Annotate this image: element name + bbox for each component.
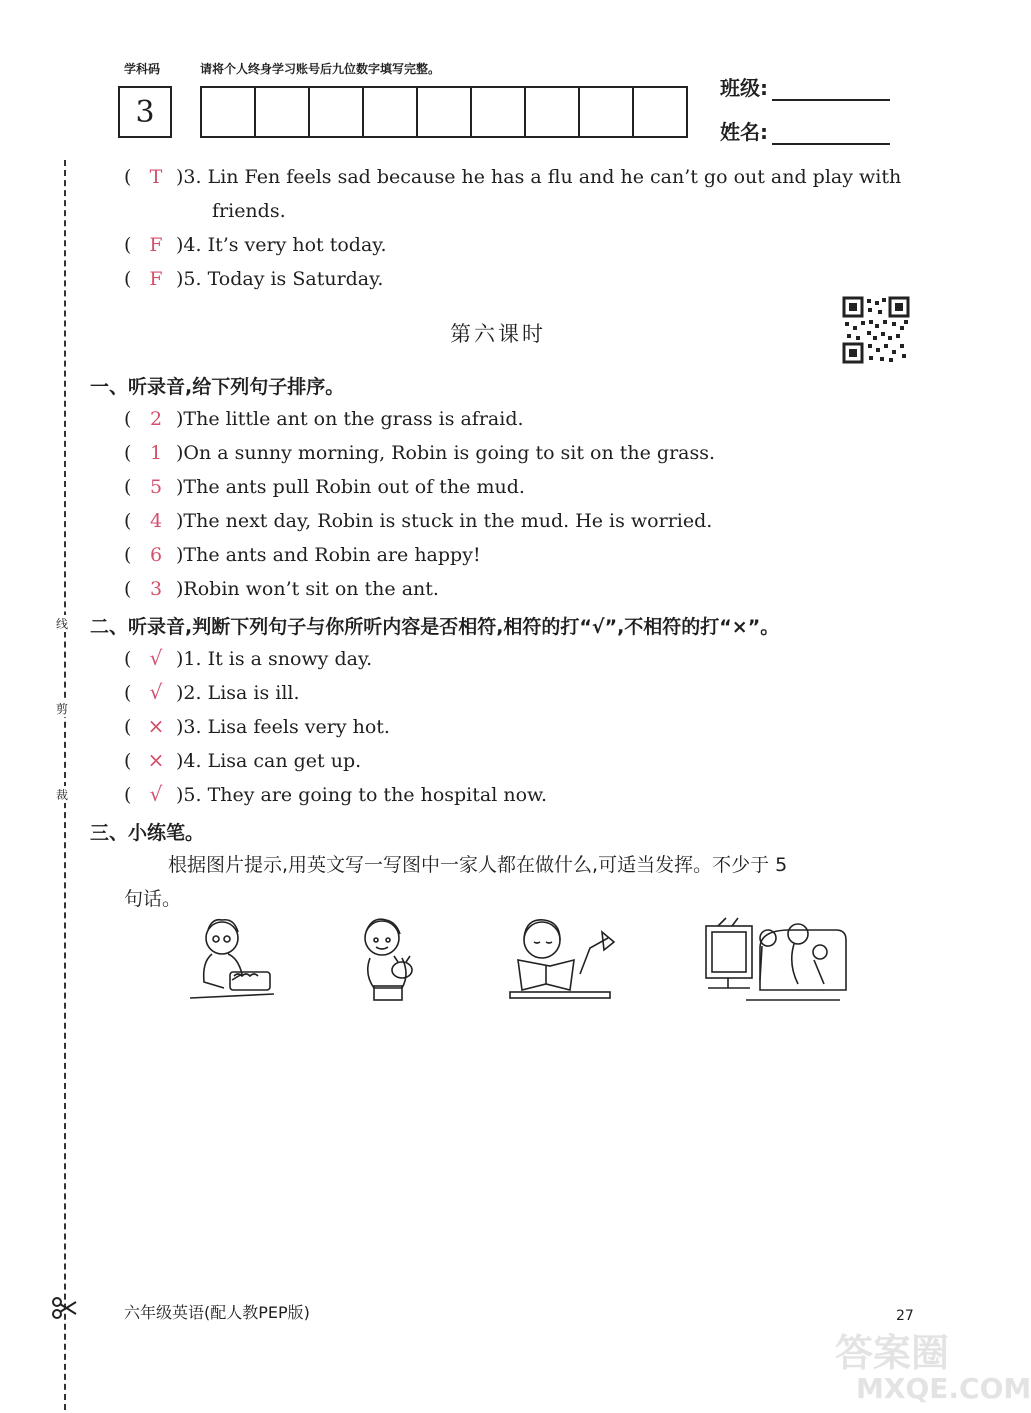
list-item: ( F )4. It’s very hot today.	[124, 230, 387, 260]
item-text: )On a sunny morning, Robin is going to sit on the grass.	[176, 442, 716, 464]
item-text: )4. Lisa can get up.	[176, 750, 362, 772]
digit-cell[interactable]	[418, 88, 472, 136]
digit-cell[interactable]	[580, 88, 634, 136]
subject-code-label: 学科码	[124, 62, 161, 76]
list-item: ( 4 )The next day, Robin is stuck in the mud. He is worried.	[124, 506, 712, 536]
item-text: )The ants pull Robin out of the mud.	[176, 476, 525, 498]
writing-prompt: 根据图片提示,用英文写一写图中一家人都在做什么,可适当发挥。不少于 5	[168, 854, 788, 876]
cut-label-cut: 剪	[56, 702, 69, 716]
item-text: )The next day, Robin is stuck in the mud. He is worried.	[176, 510, 713, 532]
name-field[interactable]	[720, 116, 890, 145]
account-digit-boxes[interactable]	[200, 86, 688, 138]
digit-cell[interactable]	[526, 88, 580, 136]
watermark-logo: 答案圈	[835, 1331, 950, 1375]
list-item: ( T )3. Lin Fen feels sad because he has a flu and he can’t go out and play with	[124, 162, 901, 192]
list-item: ( √ )1. It is a snowy day.	[124, 643, 372, 673]
list-item: ( 3 )Robin won’t sit on the ant.	[124, 574, 439, 604]
instruction-text: 请将个人终身学习账号后九位数字填写完整。	[200, 62, 441, 76]
answer-mark: 2	[149, 408, 163, 430]
scissors-icon	[50, 1296, 78, 1320]
item-text: )4. It’s very hot today.	[176, 234, 387, 256]
class-blank-line[interactable]	[772, 79, 890, 101]
list-item: ( 2 )The little ant on the grass is afraid.	[124, 404, 524, 434]
digit-cell[interactable]	[256, 88, 310, 136]
family-watching-tv-illustration	[702, 914, 848, 1006]
list-item: ( × )3. Lisa feels very hot.	[124, 711, 390, 741]
item-continuation: friends.	[212, 200, 286, 222]
class-label: 班级:	[720, 76, 768, 100]
item-text: )2. Lisa is ill.	[176, 682, 300, 704]
watermark-url: MXQE.COM	[856, 1372, 1031, 1405]
cut-label-trim: 裁	[56, 788, 69, 802]
item-text: )3. Lisa feels very hot.	[176, 716, 390, 738]
answer-mark: 3	[149, 578, 163, 600]
girl-reading-illustration	[506, 914, 616, 1002]
page-number: 27	[896, 1308, 914, 1324]
item-text: )1. It is a snowy day.	[176, 648, 373, 670]
section-3-title: 三、小练笔。	[90, 822, 205, 844]
item-text: )5. Today is Saturday.	[176, 268, 384, 290]
name-label: 姓名:	[720, 120, 768, 144]
answer-mark: 1	[149, 442, 163, 464]
cut-dashed-line	[64, 160, 66, 1410]
digit-cell[interactable]	[364, 88, 418, 136]
item-text: )The little ant on the grass is afraid.	[176, 408, 524, 430]
grandma-washing-illustration	[186, 914, 278, 1002]
answer-mark: F	[149, 268, 163, 290]
answer-mark: F	[149, 234, 163, 256]
item-text: )The ants and Robin are happy!	[176, 544, 481, 566]
answer-mark: √	[149, 680, 163, 704]
answer-mark: 6	[149, 544, 163, 566]
item-text: )3. Lin Fen feels sad because he has a flu and he can’t go out and play with	[176, 166, 902, 188]
boy-with-puppy-illustration	[356, 914, 422, 1004]
item-text: )Robin won’t sit on the ant.	[176, 578, 439, 600]
digit-cell[interactable]	[310, 88, 364, 136]
answer-mark: √	[149, 782, 163, 806]
digit-cell[interactable]	[472, 88, 526, 136]
answer-mark: √	[149, 646, 163, 670]
list-item: ( √ )5. They are going to the hospital now.	[124, 779, 547, 809]
digit-cell[interactable]	[634, 88, 686, 136]
list-item: ( √ )2. Lisa is ill.	[124, 677, 300, 707]
list-item: ( 5 )The ants pull Robin out of the mud.	[124, 472, 525, 502]
item-text: )5. They are going to the hospital now.	[176, 784, 548, 806]
cut-label-line: 线	[56, 617, 69, 631]
footer-book-title: 六年级英语(配人教PEP版)	[124, 1303, 310, 1322]
answer-mark: T	[149, 166, 163, 188]
answer-mark: 5	[149, 476, 163, 498]
subject-code-box: 3	[118, 86, 172, 138]
class-field[interactable]	[720, 72, 890, 101]
section-1-title: 一、听录音,给下列句子排序。	[90, 376, 345, 398]
qr-code-icon[interactable]	[842, 296, 910, 364]
answer-mark: ×	[147, 714, 165, 738]
list-item: ( × )4. Lisa can get up.	[124, 745, 361, 775]
answer-mark: 4	[149, 510, 163, 532]
lesson-title: 第六课时	[450, 322, 546, 346]
list-item: ( 1 )On a sunny morning, Robin is going to sit on the grass.	[124, 438, 715, 468]
section-2-title: 二、听录音,判断下列句子与你所听内容是否相符,相符的打“√”,不相符的打“×”。	[90, 616, 780, 638]
list-item: ( F )5. Today is Saturday.	[124, 264, 383, 294]
writing-prompt-cont: 句话。	[124, 888, 182, 910]
list-item: ( 6 )The ants and Robin are happy!	[124, 540, 481, 570]
name-blank-line[interactable]	[772, 123, 890, 145]
digit-cell[interactable]	[202, 88, 256, 136]
answer-mark: ×	[147, 748, 165, 772]
